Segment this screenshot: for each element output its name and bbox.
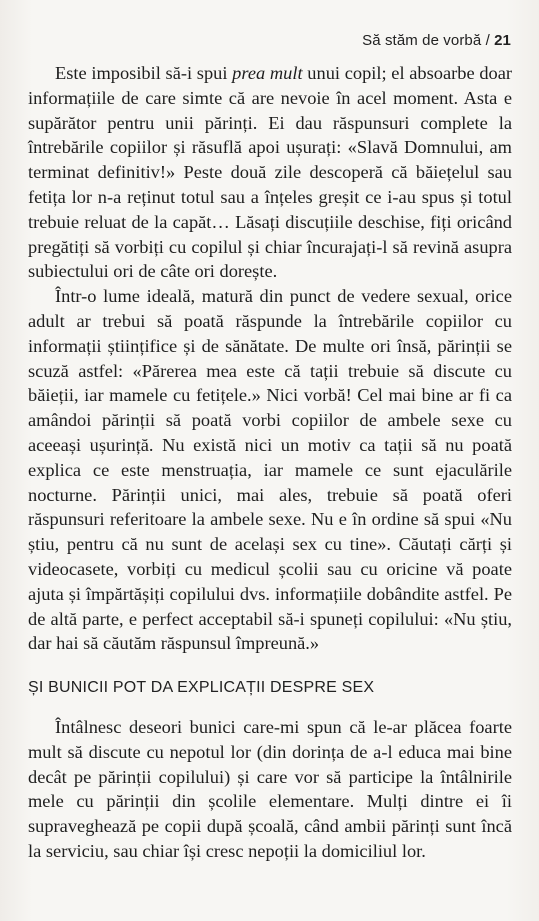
paragraph-2: Într-o lume ideală, matură din punct de vedere sexual, orice adult ar trebui să poată răspunde la întrebările copiilor cu informații științifice și de sănătate. De multe ori însă, părinții se scuză astfel: «Părerea mea este că tații trebuie să discute cu băieții, iar mamele cu fetițele.» Nici vorbă! Cel mai bine ar fi ca amândoi părinții să poată vorbi copiilor de ambele sexe cu aceeași ușurință. Nu există nici un motiv ca tații să nu poată explica ce este menstruația, iar mamele ce sunt ejaculările nocturne. Părinții unici, mai ales, trebuie să poată oferi răspunsuri referitoare la ambele sexe. Nu e în ordine să spui «Nu știu, pentru că nu sunt de același sex cu tine». Căutați cărți și videocasete, vorbiți cu medicul școlii sau cu oricine vă poate ajuta și împărtășiți copilului dvs. informațiile dobândite astfel. Pe de altă parte, e perfect acceptabil să-i spuneți copilului: «Nu știu, dar hai să căutăm răspunsul împreună.» xyxy=(28,286,512,654)
running-header xyxy=(362,32,511,49)
paragraph-1-rest: unui copil; el absoarbe doar informațiile de care simte că are nevoie în acel moment. Asta e supărător pentru unii părinți. Ei dau răspunsuri complete la întrebările copiilor și răsuflă apoi ușurați: «Slavă Domnului, am terminat definitiv!» Peste două zile descoperă că băiețelul sau fetița lor n-a reținut totul sau a înțeles greșit ce i-au spus și totul trebuie reluat de la capăt… Lăsați discuțiile deschise, fiți oricând pregătiți să vorbiți cu copilul și chiar încurajați-l să revină asupra subiectului ori de câte ori dorește. xyxy=(28,63,513,282)
page-number: 21 xyxy=(494,32,511,49)
section-heading: ȘI BUNICII POT DA EXPLICAȚII DESPRE SEX xyxy=(28,679,375,696)
paragraph-1-start: Este imposibil să-i spui xyxy=(55,63,233,83)
paragraph-1 xyxy=(28,61,512,284)
running-title: Să stăm de vorbă / xyxy=(362,32,495,49)
paragraph-1-emphasis: prea mult xyxy=(232,63,303,83)
main-text xyxy=(28,61,512,656)
section-text xyxy=(28,715,512,864)
paragraph-3: Întâlnesc deseori bunici care-mi spun că le-ar plăcea foarte mult să discute cu nepotul lor (din dorința de a-l educa mai bine decât pe părinții copilului) și care vor să participe la întâlnirile mele cu părinții din școlile elementare. Mulți dintre ei îi supraveghează pe copii după școală, când ambii părinți sunt încă la serviciu, sau chiar își cresc nepoții la domiciliul lor. xyxy=(28,717,512,861)
